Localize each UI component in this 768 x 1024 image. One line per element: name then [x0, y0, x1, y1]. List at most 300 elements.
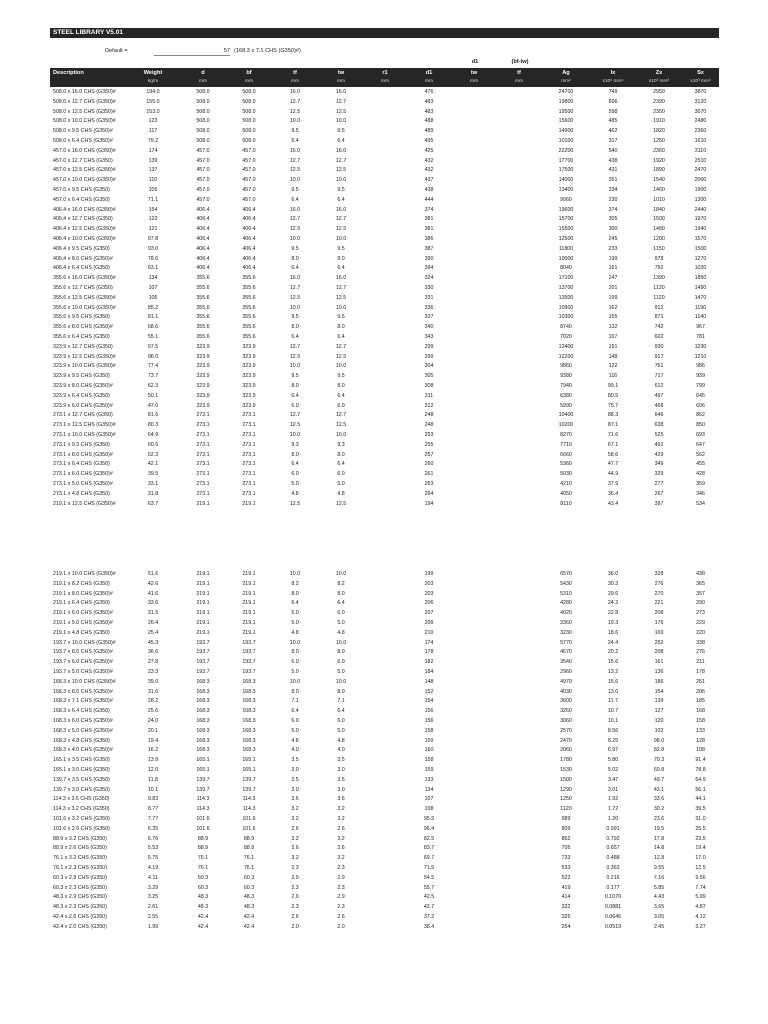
table-cell: 9860 — [560, 363, 572, 370]
table-cell: 30.3 — [607, 580, 619, 587]
table-cell: 114.3 — [242, 796, 256, 803]
table-row[interactable] — [50, 746, 719, 754]
table-cell: 17700 — [558, 157, 574, 164]
table-cell: 14000 — [558, 177, 574, 184]
section-description: 193.7 x 10.0 CHS (G350)# — [53, 639, 116, 646]
table-row[interactable] — [50, 590, 719, 598]
table-cell: 349 — [654, 461, 664, 468]
table-cell: 457.0 — [196, 196, 210, 203]
table-cell: 4.8 — [291, 629, 299, 636]
table-cell: 457.0 — [242, 167, 256, 174]
table-cell: 862 — [561, 835, 571, 842]
table-cell: 10900 — [558, 304, 574, 311]
table-cell: 33.6 — [147, 600, 159, 607]
table-cell: 3360 — [560, 620, 572, 626]
section-description: 168.3 x 6.4 CHS (G350) — [53, 708, 110, 715]
table-cell: 5.85 — [653, 884, 665, 891]
table-cell: 255 — [424, 441, 434, 448]
table-cell: 219.1 — [242, 620, 256, 626]
table-row[interactable] — [50, 884, 719, 892]
section-description: 168.3 x 4.0 CHS (G350)# — [53, 747, 113, 754]
table-cell: 168.3 — [242, 678, 256, 685]
table-cell: 88.9 — [243, 835, 255, 842]
table-row[interactable] — [50, 923, 719, 931]
table-cell: 12.7 — [335, 98, 347, 105]
table-cell: 98.0 — [653, 737, 665, 744]
table-cell: 30.2 — [653, 806, 665, 813]
table-row[interactable] — [50, 255, 719, 263]
table-row[interactable] — [50, 411, 719, 419]
table-cell: 12.5 — [289, 294, 301, 301]
table-cell: 428 — [696, 471, 705, 478]
table-cell: 5.0 — [337, 481, 345, 487]
table-cell: 562 — [696, 451, 705, 458]
table-cell: 253 — [424, 432, 434, 438]
table-row[interactable] — [50, 737, 719, 745]
table-row[interactable] — [50, 727, 719, 735]
table-row[interactable] — [50, 648, 719, 656]
table-cell: 193.7 — [242, 669, 256, 675]
table-row[interactable] — [50, 166, 719, 174]
table-cell: 273.1 — [242, 490, 256, 497]
table-cell: 152 — [424, 688, 434, 695]
table-cell: 323.9 — [242, 373, 256, 380]
table-row[interactable] — [50, 176, 719, 184]
table-cell: 76.1 — [197, 865, 209, 871]
table-cell: 273.1 — [242, 441, 256, 448]
table-cell: 36.4 — [607, 490, 619, 497]
table-cell: 69.7 — [423, 855, 435, 862]
table-cell: 193.7 — [196, 659, 210, 666]
table-row[interactable] — [50, 629, 719, 637]
table-cell: 534 — [696, 500, 705, 507]
table-row[interactable] — [50, 717, 719, 725]
table-cell: 36.6 — [147, 649, 159, 656]
table-cell: 73.7 — [147, 373, 159, 380]
section-description: 101.6 x 2.6 CHS (G350) — [53, 825, 110, 832]
table-cell: 25.5 — [695, 825, 706, 832]
table-cell: 199 — [608, 255, 618, 262]
table-cell: 9.5 — [337, 373, 345, 380]
section-description: 114.3 x 3.2 CHS (G350) — [53, 806, 110, 813]
table-cell: 2.0 — [337, 923, 345, 930]
table-row[interactable] — [50, 215, 719, 223]
table-row[interactable] — [50, 441, 719, 449]
table-cell: 168 — [696, 708, 705, 715]
table-cell: 88.9 — [243, 845, 255, 852]
table-row[interactable] — [50, 913, 719, 921]
column-header — [130, 68, 176, 87]
column-header — [590, 68, 636, 87]
table-row[interactable] — [50, 157, 719, 165]
section-description: 76.1 x 3.2 CHS (G350) — [53, 855, 107, 862]
table-cell: 606 — [696, 402, 705, 409]
table-cell: 9.5 — [337, 187, 345, 193]
table-cell: 323.9 — [242, 343, 256, 350]
table-cell: 647 — [696, 441, 705, 448]
table-cell: 462 — [608, 128, 618, 135]
table-row[interactable] — [50, 688, 719, 696]
table-row[interactable] — [50, 235, 719, 243]
section-description: 457.0 x 6.4 CHS (G350) — [53, 196, 110, 203]
column-header-name: Sx — [697, 70, 704, 76]
column-header — [364, 68, 406, 87]
table-cell: 273.1 — [196, 441, 210, 448]
section-description: 193.7 x 5.0 CHS (G350)# — [53, 669, 113, 675]
table-cell: 33.6 — [653, 796, 665, 803]
table-cell: 355.6 — [196, 304, 210, 311]
table-cell: 121 — [148, 226, 158, 233]
table-row[interactable] — [50, 147, 719, 155]
table-cell: 26.4 — [147, 620, 159, 626]
table-row[interactable] — [50, 678, 719, 686]
table-cell: 457.0 — [242, 187, 256, 193]
table-row[interactable] — [50, 127, 719, 135]
table-cell: 168.3 — [242, 747, 256, 754]
table-cell: 62.3 — [147, 383, 159, 389]
section-description: 406.4 x 10.0 CHS (G350)# — [53, 236, 116, 242]
table-cell: 88.3 — [607, 412, 619, 419]
table-cell: 2.3 — [337, 884, 345, 891]
table-cell: 6.4 — [337, 265, 345, 272]
column-header-unit: mm — [425, 79, 433, 84]
table-row[interactable] — [50, 835, 719, 843]
table-cell: 4.19 — [147, 865, 159, 871]
table-cell: 168.3 — [196, 718, 210, 724]
table-cell: 10400 — [558, 412, 574, 419]
column-header-name: Ag — [562, 70, 570, 76]
table-cell: 123 — [148, 118, 158, 125]
table-cell: 123 — [148, 216, 158, 223]
section-description: 219.1 x 4.8 CHS (G350) — [53, 629, 110, 636]
table-cell: 203 — [424, 580, 434, 587]
table-cell: 12.7 — [289, 343, 301, 350]
table-cell: 12.5 — [335, 226, 347, 233]
table-cell: 39.5 — [695, 806, 706, 813]
table-cell: 107 — [424, 796, 434, 803]
table-cell: 5.02 — [607, 767, 619, 773]
table-cell: 6.4 — [337, 196, 345, 203]
table-cell: 165.1 — [242, 767, 256, 773]
section-description: 48.3 x 2.9 CHS (G350) — [53, 894, 107, 901]
table-row[interactable] — [50, 343, 719, 351]
table-cell: 43.1 — [653, 786, 665, 793]
table-row[interactable] — [50, 392, 719, 400]
table-cell: 419 — [561, 884, 571, 891]
table-row[interactable] — [50, 353, 719, 361]
table-row[interactable] — [50, 313, 719, 321]
table-row[interactable] — [50, 609, 719, 617]
section-description: 76.1 x 2.3 CHS (G350) — [53, 865, 107, 871]
table-cell: 165.1 — [196, 757, 210, 764]
table-cell: 10.7 — [607, 708, 619, 715]
table-cell: 986 — [696, 363, 705, 370]
table-cell: 10.0 — [289, 639, 301, 646]
table-cell: 31.8 — [147, 490, 159, 497]
table-cell: 168.3 — [196, 678, 210, 685]
section-description: 323.9 x 8.0 CHS (G350)# — [53, 383, 113, 389]
table-row[interactable] — [50, 599, 719, 607]
table-cell: 273.1 — [242, 461, 256, 468]
table-row[interactable] — [50, 431, 719, 439]
table-cell: 154 — [654, 688, 664, 695]
table-cell: 4030 — [560, 688, 572, 695]
table-row[interactable] — [50, 776, 719, 784]
table-cell: 323.9 — [242, 353, 256, 360]
table-cell: 168.3 — [242, 688, 256, 695]
table-row[interactable] — [50, 825, 719, 833]
table-row[interactable] — [50, 805, 719, 813]
table-row[interactable] — [50, 372, 719, 380]
table-cell: 523 — [561, 874, 571, 881]
table-cell: 751 — [654, 363, 664, 370]
table-cell: 5030 — [560, 471, 572, 478]
column-header-name: d1 — [425, 70, 433, 76]
table-cell: 9.3 — [337, 441, 345, 448]
table-cell: 3060 — [560, 718, 572, 724]
table-row[interactable] — [50, 500, 719, 508]
table-cell: 311 — [424, 392, 434, 399]
table-row[interactable] — [50, 284, 719, 292]
table-cell: 733 — [561, 855, 571, 862]
table-cell: 749 — [608, 89, 618, 95]
table-cell: 6.4 — [291, 265, 299, 272]
section-description: 139.7 x 3.0 CHS (G350) — [53, 786, 110, 793]
table-cell: 8.0 — [337, 688, 345, 695]
table-cell: 809 — [561, 825, 571, 832]
table-row[interactable] — [50, 137, 719, 145]
table-row[interactable] — [50, 864, 719, 872]
table-cell: 33.1 — [147, 481, 159, 487]
section-description: 168.3 x 6.0 CHS (G350)# — [53, 718, 113, 724]
table-row[interactable] — [50, 795, 719, 803]
table-cell: 323.9 — [196, 402, 210, 409]
table-row[interactable] — [50, 362, 719, 370]
section-description: 168.3 x 10.0 CHS (G350)# — [53, 678, 116, 685]
table-cell: 49.7 — [653, 776, 665, 783]
table-cell: 2350 — [653, 108, 665, 115]
section-description: 323.9 x 12.5 CHS (G350)# — [53, 353, 116, 360]
table-cell: 5.75 — [147, 855, 159, 862]
table-row[interactable] — [50, 98, 719, 106]
table-row[interactable] — [50, 470, 719, 478]
table-cell: 168.3 — [242, 727, 256, 734]
table-cell: 29.6 — [607, 590, 619, 597]
table-cell: 1480 — [653, 226, 665, 233]
table-cell: 10.0 — [335, 363, 347, 370]
table-cell: 374 — [424, 206, 434, 213]
table-cell: 1820 — [653, 128, 665, 135]
table-row[interactable] — [50, 874, 719, 882]
table-row[interactable] — [50, 323, 719, 331]
table-cell: 247 — [608, 275, 618, 282]
table-cell: 16.0 — [335, 206, 347, 213]
table-cell: 2.9 — [337, 874, 345, 881]
table-cell: 207 — [424, 610, 434, 617]
table-cell: 165.1 — [242, 757, 256, 764]
table-cell: 390 — [424, 255, 434, 262]
table-row[interactable] — [50, 245, 719, 253]
table-cell: 6.0 — [337, 659, 345, 666]
table-row[interactable] — [50, 264, 719, 272]
table-row[interactable] — [50, 294, 719, 302]
table-cell: 193.7 — [242, 649, 256, 656]
table-row[interactable] — [50, 619, 719, 627]
table-cell: 359 — [696, 481, 705, 487]
table-cell: 10100 — [558, 138, 574, 144]
table-cell: 508.0 — [196, 89, 210, 95]
table-cell: 13400 — [558, 187, 574, 193]
table-cell: 406.4 — [242, 206, 256, 213]
table-cell: 193.7 — [196, 669, 210, 675]
table-cell: 1910 — [653, 118, 665, 125]
table-row[interactable] — [50, 786, 719, 794]
table-cell: 19.4 — [147, 737, 159, 744]
table-cell: 108 — [424, 806, 434, 813]
table-cell: 9380 — [560, 373, 572, 380]
table-row[interactable] — [50, 421, 719, 429]
table-cell: 437 — [424, 177, 434, 184]
table-row[interactable] — [50, 225, 719, 233]
table-cell: 2570 — [560, 727, 572, 734]
table-cell: 168.3 — [196, 698, 210, 705]
table-row[interactable] — [50, 668, 719, 676]
table-cell: 23.3 — [147, 669, 159, 675]
section-description: 165.1 x 3.0 CHS (G350) — [53, 767, 110, 773]
table-cell: 10.0 — [335, 432, 347, 438]
section-description: 508.0 x 10.0 CHS (G350)# — [53, 118, 116, 125]
table-row[interactable] — [50, 658, 719, 666]
table-cell: 323.9 — [196, 383, 210, 389]
table-row[interactable] — [50, 707, 719, 715]
table-cell: 19.5 — [653, 825, 665, 832]
table-cell: 60.3 — [197, 874, 209, 881]
table-row[interactable] — [50, 815, 719, 823]
table-cell: 134 — [424, 786, 434, 793]
table-cell: 6.4 — [291, 600, 299, 607]
table-row[interactable] — [50, 333, 719, 341]
table-cell: 1570 — [694, 236, 707, 242]
table-row[interactable] — [50, 88, 719, 96]
table-cell: 153.0 — [146, 108, 160, 115]
table-row[interactable] — [50, 186, 719, 194]
table-cell: 67.1 — [607, 441, 619, 448]
table-row[interactable] — [50, 844, 719, 852]
table-row[interactable] — [50, 117, 719, 125]
table-row[interactable] — [50, 451, 719, 459]
table-row[interactable] — [50, 903, 719, 911]
table-cell: 7.1 — [291, 698, 299, 705]
table-cell: 3540 — [560, 659, 572, 666]
table-cell: 17500 — [558, 167, 574, 174]
table-cell: 508.0 — [242, 118, 256, 125]
table-cell: 107 — [148, 285, 158, 291]
table-cell: 82.5 — [423, 835, 435, 842]
table-cell: 12.5 — [695, 865, 706, 871]
table-cell: 44.1 — [695, 796, 706, 803]
table-row[interactable] — [50, 304, 719, 312]
table-cell: 117 — [148, 128, 158, 135]
table-row[interactable] — [50, 196, 719, 204]
table-cell: 95.2 — [423, 816, 435, 822]
table-cell: 13.2 — [607, 669, 619, 675]
table-cell: 260 — [424, 461, 434, 468]
table-cell: 6.0 — [291, 659, 299, 666]
table-cell: 457.0 — [196, 167, 210, 174]
table-row[interactable] — [50, 402, 719, 410]
table-cell: 871 — [654, 314, 664, 321]
table-cell: 8.56 — [607, 727, 619, 734]
table-row[interactable] — [50, 480, 719, 488]
table-cell: 159 — [424, 737, 434, 744]
table-cell: 168.3 — [242, 737, 256, 744]
column-header-unit: mm² — [561, 79, 571, 84]
table-row[interactable] — [50, 274, 719, 282]
table-cell: 3110 — [694, 147, 707, 154]
table-row[interactable] — [50, 206, 719, 214]
table-cell: 233 — [608, 245, 618, 252]
table-cell: 10200 — [558, 422, 574, 429]
table-row[interactable] — [50, 490, 719, 498]
table-cell: 219.1 — [242, 590, 256, 597]
table-cell: 8.0 — [337, 590, 345, 597]
table-cell: 16.0 — [289, 206, 301, 213]
table-row[interactable] — [50, 460, 719, 468]
table-row[interactable] — [50, 580, 719, 588]
table-cell: 6.4 — [291, 392, 299, 399]
table-cell: 4.8 — [337, 490, 345, 497]
column-header-unit: x10³ mm³ — [648, 79, 670, 84]
table-cell: 8110 — [560, 500, 572, 507]
table-cell: 508.0 — [242, 138, 256, 144]
table-cell: 6.4 — [337, 461, 345, 468]
table-row[interactable] — [50, 854, 719, 862]
table-cell: 5.80 — [607, 757, 619, 764]
table-cell: 323.9 — [196, 363, 210, 370]
table-row[interactable] — [50, 697, 719, 705]
table-cell: 37.2 — [423, 914, 435, 920]
table-cell: 52.3 — [147, 451, 159, 458]
table-cell: 42.6 — [147, 580, 159, 587]
table-cell: 6.0 — [337, 471, 345, 478]
table-row[interactable] — [50, 570, 719, 578]
table-row[interactable] — [50, 639, 719, 647]
table-cell: 273.1 — [242, 422, 256, 429]
table-cell: 9.56 — [695, 874, 706, 881]
table-cell: 2360 — [694, 128, 707, 135]
table-cell: 3.0 — [337, 786, 345, 793]
section-description: 406.4 x 9.5 CHS (G350) — [53, 245, 110, 252]
table-cell: 8.25 — [607, 737, 619, 744]
table-row[interactable] — [50, 756, 719, 764]
table-cell: 174 — [424, 639, 434, 646]
table-row[interactable] — [50, 766, 719, 774]
table-cell: 1540 — [653, 177, 665, 184]
table-cell: 5.0 — [291, 481, 299, 487]
table-cell: 201 — [608, 285, 618, 291]
table-cell: 5310 — [560, 590, 572, 597]
table-cell: 75.7 — [607, 402, 619, 409]
column-header-unit: mm — [515, 79, 523, 84]
table-row[interactable] — [50, 108, 719, 116]
table-row[interactable] — [50, 382, 719, 390]
table-cell: 13700 — [558, 285, 574, 291]
table-row[interactable] — [50, 893, 719, 901]
section-description: 273.1 x 8.0 CHS (G350)# — [53, 451, 113, 458]
table-cell: 1140 — [694, 314, 707, 321]
table-cell: 17.0 — [695, 855, 706, 862]
table-cell: 444 — [424, 196, 434, 203]
